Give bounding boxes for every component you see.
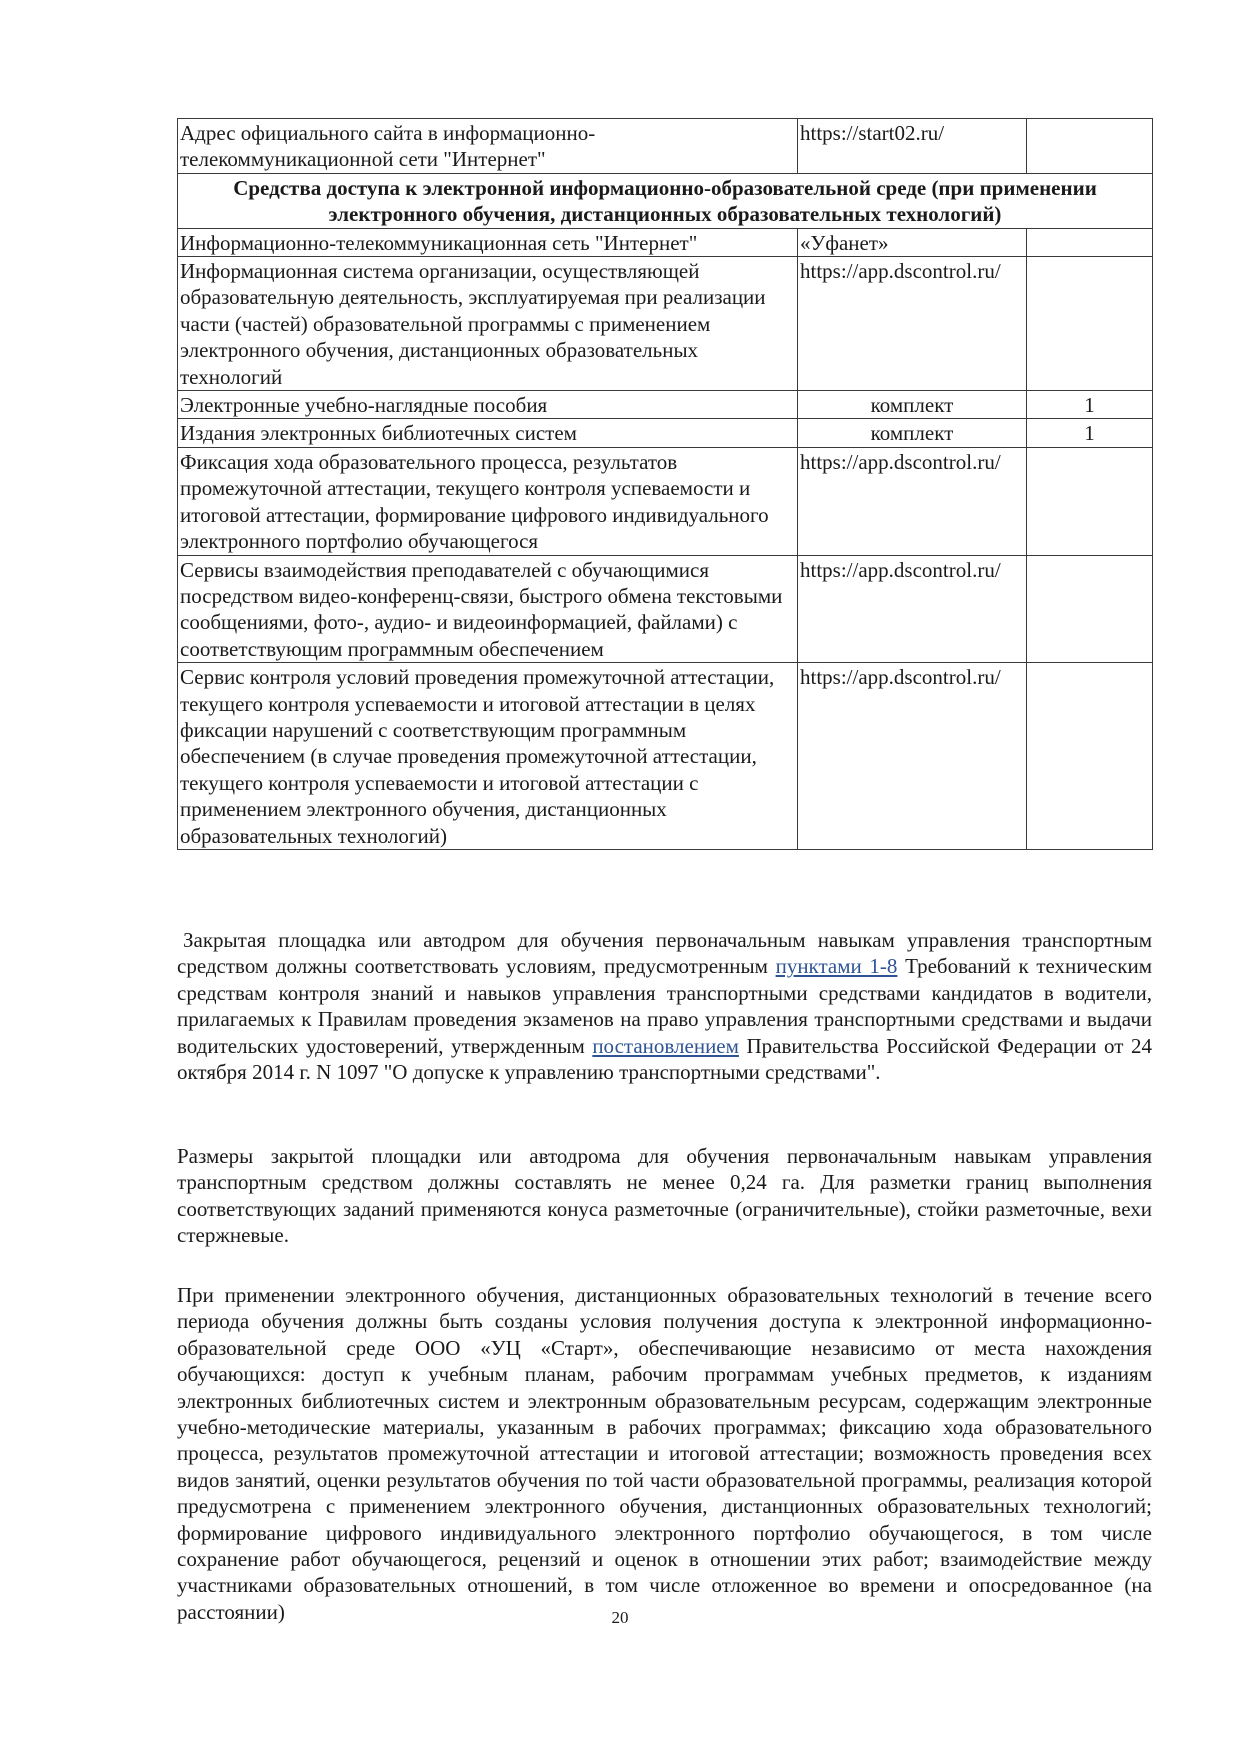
cell-value: комплект [798, 391, 1027, 419]
resources-table [177, 118, 1153, 850]
link-points-1-8[interactable]: пунктами 1-8 [775, 954, 898, 979]
table-row [178, 447, 1153, 555]
paragraph-autodrome-requirements [177, 927, 1152, 1085]
cell-qty [1027, 555, 1153, 663]
cell-name: Сервис контроля условий проведения промежуточной аттестации, текущего контроля успеваемости и итоговой аттестации в целях фиксации нарушений с соответствующим программным обеспечением (в случае проведения промежуточной аттестации, текущего контроля успеваемости и итоговой аттестации с применением электронного обучения, дистанционных образовательных технологий) [178, 663, 798, 850]
cell-value: https://app.dscontrol.ru/ [798, 447, 1027, 555]
table-row [178, 663, 1153, 850]
link-resolution[interactable]: постановлением [592, 1033, 739, 1058]
table-row [178, 391, 1153, 419]
cell-value: «Уфанет» [798, 228, 1027, 256]
page-number: 20 [611, 1608, 629, 1627]
paragraph-text: Закрытая площадка или автодром для обучения первоначальным навыкам управления транспортным средством должны соответствовать условиям, предусмотренным [177, 928, 1152, 979]
cell-qty [1027, 119, 1153, 174]
section-row [178, 173, 1153, 228]
cell-value: https://app.dscontrol.ru/ [798, 257, 1027, 391]
cell-name: Адрес официального сайта в информационно-телекоммуникационной сети "Интернет" [178, 119, 798, 174]
table-row [178, 119, 1153, 174]
cell-name: Издания электронных библиотечных систем [178, 419, 798, 447]
cell-value: https://start02.ru/ [798, 119, 1027, 174]
paragraph-e-learning: При применении электронного обучения, дистанционных образовательных технологий в течение всего периода обучения должны быть созданы условия получения доступа к электронной информационно-образовательной среде ООО «УЦ «Старт», обеспечивающие независимо от места нахождения обучающихся: доступ к учебным планам, рабочим программам учебных предметов, к изданиям электронных библиотечных систем и электронным образовательным ресурсам, содержащим электронные учебно-методические материалы, указанным в рабочих программах; фиксацию хода образовательного процесса, результатов промежуточной аттестации и итоговой аттестации; возможность проведения всех видов занятий, оценки результатов обучения по той части образовательной программы, реализация которой предусмотрена с применением электронного обучения, дистанционных образовательных технологий; формирование цифрового индивидуального электронного портфолио обучающегося, в том числе сохранение работ обучающегося, рецензий и оценок в отношении этих работ; взаимодействие между участниками образовательных отношений, в том числе отложенное во времени и опосредованное (на расстоянии) [177, 1283, 1152, 1624]
table-row [178, 555, 1153, 663]
section-header: Средства доступа к электронной информационно-образовательной среде (при применении электронного обучения, дистанционных образовательных технологий) [178, 173, 1153, 228]
cell-name: Информационно-телекоммуникационная сеть "Интернет" [178, 228, 798, 256]
cell-qty [1027, 663, 1153, 850]
cell-qty [1027, 228, 1153, 256]
cell-value: https://app.dscontrol.ru/ [798, 555, 1027, 663]
paragraph-text: Требований к техническим средствам контроля знаний и навыков управления транспортными средствами кандидатов в водители, прилагаемых к Правилам проведения экзаменов на право управления транспортными средствами и выдачи водительских удостоверений, утвержденным [177, 954, 1152, 1058]
cell-name: Информационная система организации, осуществляющей образовательную деятельность, эксплуатируемая при реализации части (частей) образовательной программы с применением электронного обучения, дистанционных образовательных технологий [178, 257, 798, 391]
cell-value: https://app.dscontrol.ru/ [798, 663, 1027, 850]
table-row [178, 257, 1153, 391]
paragraph-autodrome-size: Размеры закрытой площадки или автодрома для обучения первоначальным навыкам управления транспортным средством должны составлять не менее 0,24 га. Для разметки границ выполнения соответствующих заданий применяются конуса разметочные (ограничительные), стойки разметочные, вехи стержневые. [177, 1144, 1152, 1248]
cell-qty [1027, 257, 1153, 391]
cell-value: комплект [798, 419, 1027, 447]
cell-name: Электронные учебно-наглядные пособия [178, 391, 798, 419]
cell-qty [1027, 447, 1153, 555]
table-row [178, 228, 1153, 256]
cell-qty: 1 [1027, 419, 1153, 447]
cell-name: Фиксация хода образовательного процесса, результатов промежуточной аттестации, текущего контроля успеваемости и итоговой аттестации, формирование цифрового индивидуального электронного портфолио обучающегося [178, 447, 798, 555]
cell-qty: 1 [1027, 391, 1153, 419]
table-row [178, 419, 1153, 447]
cell-name: Сервисы взаимодействия преподавателей с обучающимися посредством видео-конференц-связи, быстрого обмена текстовыми сообщениями, фото-, аудио- и видеоинформацией, файлами) с соответствующим программным обеспечением [178, 555, 798, 663]
paragraph-text: Правительства Российской Федерации от 24 октября 2014 г. N 1097 "О допуске к управлению транспортными средствами". [177, 1033, 1152, 1085]
